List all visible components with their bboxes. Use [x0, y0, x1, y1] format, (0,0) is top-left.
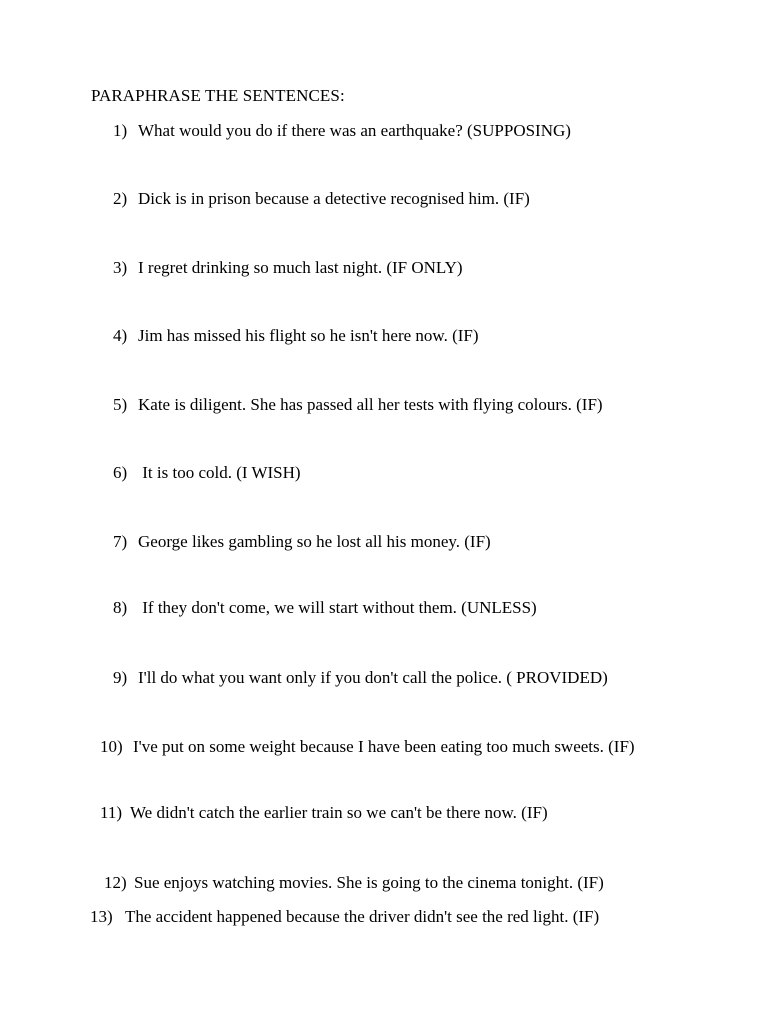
item-text: It is too cold. (I WISH): [138, 463, 301, 482]
item-number: 10): [100, 737, 123, 756]
item-text: Kate is diligent. She has passed all her tests with flying colours. (IF): [138, 395, 603, 414]
item-text: I'll do what you want only if you don't call the police. ( PROVIDED): [138, 668, 608, 687]
exercise-item: [100, 803, 548, 823]
item-text: If they don't come, we will start without them. (UNLESS): [138, 598, 537, 617]
item-text: Jim has missed his flight so he isn't here now. (IF): [138, 326, 479, 345]
exercise-item: [113, 189, 530, 209]
item-number: 1): [113, 121, 128, 140]
exercise-item: [113, 395, 603, 415]
item-number: 4): [113, 326, 128, 345]
item-number: 11): [100, 803, 123, 822]
item-text: Dick is in prison because a detective recognised him. (IF): [138, 189, 530, 208]
item-number: 2): [113, 189, 128, 208]
exercise-item: [100, 737, 635, 757]
item-number: 9): [113, 668, 128, 687]
exercise-item: [113, 532, 491, 552]
item-text: What would you do if there was an earthquake? (SUPPOSING): [138, 121, 571, 140]
exercise-item: [113, 668, 608, 688]
item-number: 12): [104, 873, 127, 892]
item-text: George likes gambling so he lost all his money. (IF): [138, 532, 491, 551]
item-number: 8): [113, 598, 128, 617]
item-number: 13): [90, 907, 113, 926]
item-number: 6): [113, 463, 128, 482]
item-text: The accident happened because the driver didn't see the red light. (IF): [125, 907, 600, 926]
exercise-item: [113, 598, 537, 618]
exercise-item: [90, 907, 599, 927]
item-text: We didn't catch the earlier train so we can't be there now. (IF): [130, 803, 548, 822]
item-number: 5): [113, 395, 128, 414]
exercise-item: [113, 258, 463, 278]
exercise-item: [113, 463, 301, 483]
item-text: Sue enjoys watching movies. She is going to the cinema tonight. (IF): [134, 873, 604, 892]
exercise-item: [104, 873, 604, 893]
item-text: I've put on some weight because I have been eating too much sweets. (IF): [133, 737, 635, 756]
item-number: 3): [113, 258, 128, 277]
exercise-item: [113, 121, 571, 141]
exercise-item: [113, 326, 479, 346]
item-text: I regret drinking so much last night. (IF ONLY): [138, 258, 463, 277]
worksheet-heading: PARAPHRASE THE SENTENCES:: [91, 86, 345, 105]
item-number: 7): [113, 532, 128, 551]
